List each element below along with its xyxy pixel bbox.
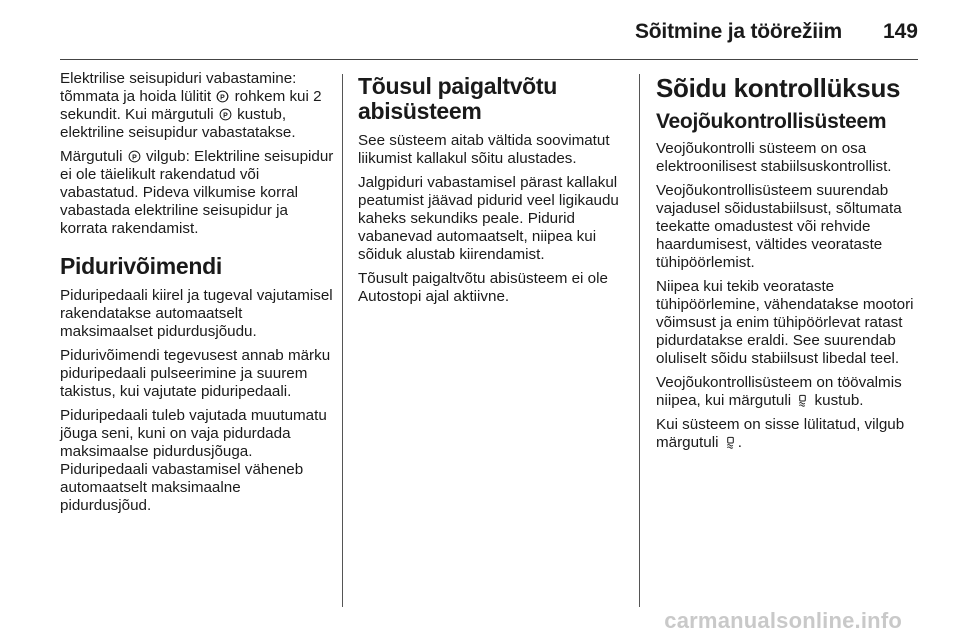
parking-brake-icon	[219, 108, 232, 121]
paragraph: See süsteem aitab vältida soovimatut liikumist kallakul sõitu alustades.	[358, 132, 610, 167]
paragraph: Jalgpiduri vabastamisel pärast kallakul peatumist jäävad pidurid veel ligikaudu kaheks sekundiks peale. Pidurid vabanevad automaatselt, niipea kui sõiduk alustab kiirendamist.	[358, 174, 619, 263]
svg-text:P: P	[131, 154, 137, 162]
svg-text:P: P	[220, 94, 226, 102]
traction-control-icon	[796, 394, 809, 407]
column-divider	[639, 74, 640, 607]
paragraph: Elektrilise seisupiduri vabastamine: tõmmata ja hoida lülitit P rohkem kui 2 sekundit. Kui märgutuli P kustub, elektriline seisupidur vabastatakse.	[60, 70, 322, 141]
page-header	[0, 0, 960, 60]
paragraph: Piduripedaali tuleb vajutada muutumatu jõuga seni, kuni on vaja pidurdada maksimaalse pidurdusjõuga. Piduripedaali vabastamisel väheneb automaatselt maksimaalne pidurdusjõud.	[60, 407, 327, 514]
chapter-heading: Sõidu kontrollüksus	[656, 73, 901, 103]
section-heading: Veojõukontrollisüsteem	[656, 110, 887, 133]
section-heading: Pidurivõimendi	[60, 253, 222, 279]
paragraph: Piduripedaali kiirel ja tugeval vajutamisel rakendatakse automaatselt maksimaalset pidurdusjõudu.	[60, 287, 333, 340]
column-2	[358, 74, 628, 312]
section-heading: Tõusul paigaltvõtu abisüsteem	[358, 73, 558, 124]
page-number: 149	[882, 20, 918, 43]
column-1	[60, 70, 334, 521]
section-title: Sõitmine ja töörežiim	[635, 20, 842, 43]
column-divider	[342, 74, 343, 607]
watermark: carmanualsonline.info	[664, 608, 902, 633]
traction-control-icon	[724, 436, 737, 449]
paragraph: Veojõukontrollisüsteem suurendab vajadusel sõidustabiilsust, sõltumata teekatte omadustest või rehvide haardumisest, vältides veorataste tühipöörlemist.	[656, 182, 902, 271]
column-3	[656, 74, 922, 458]
paragraph: Tõusult paigaltvõtu abisüsteem ei ole Autostopi ajal aktiivne.	[358, 270, 608, 305]
header-rule	[60, 59, 918, 60]
paragraph: Pidurivõimendi tegevusest annab märku piduripedaali pulseerimine ja suurem takistus, kui vajutate piduripedaali.	[60, 347, 331, 400]
parking-brake-icon	[128, 150, 141, 163]
paragraph: Niipea kui tekib veorataste tühipöörlemine, vähendatakse mootori võimsust ja enim tühipöörlevat ratast pidurdatakse eraldi. See suurendab oluliselt sõidu stabiilsust libedal teel.	[656, 278, 914, 367]
parking-brake-icon	[216, 90, 229, 103]
paragraph: Veojõukontrolli süsteem on osa elektroonilisest stabiilsuskontrollist.	[656, 140, 892, 175]
svg-text:P: P	[223, 112, 228, 120]
paragraph: Kui süsteem on sisse lülitatud, vilgub märgutuli .	[656, 416, 905, 451]
paragraph: Veojõukontrollisüsteem on töövalmis niipea, kui märgutuli kustub.	[656, 374, 902, 409]
paragraph: Märgutuli P vilgub: Elektriline seisupidur ei ole täielikult rakendatud või vabastatud. Pideva vilkumise korral vabastada elektriline seisupidur ja korrata rakendamist.	[60, 148, 334, 237]
